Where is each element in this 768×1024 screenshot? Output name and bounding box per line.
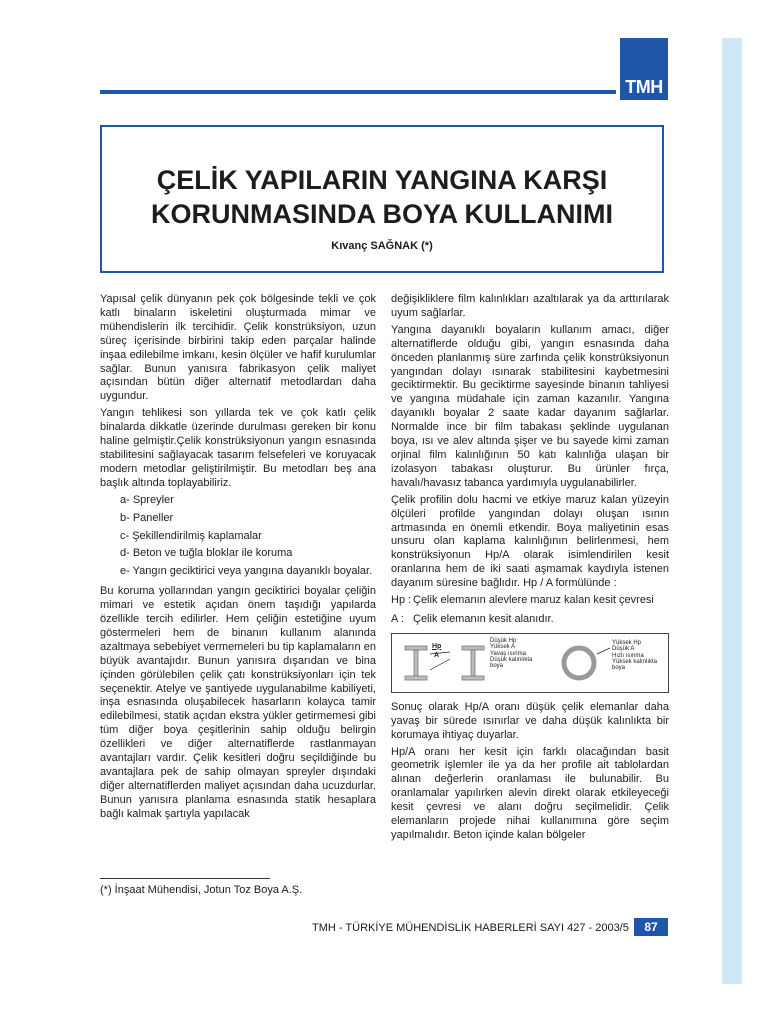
paragraph: Yangına dayanıklı boyaların kullanım amacı, diğer alternatiflerde olduğu gibi, yangın esnasında daha önceden planlanmış süre zarfında çelik konstrüksiyonun yangından dolayı ısınarak stabilitesini kaybetmesini geciktirmektir. Bu geciktirme sayesinde binanın tahliyesi ve yangına müdahale için zaman kazanılır. Yangına dayanıklı boyalar 2 saate kadar dayanım sağlarlar. Normalde ince bir film tabakası şeklinde uygulanan boya, ısı ve alev altında şişer ve bu sayede kimi zaman orjinal film kalınlığının 50 katı kalınlığa ulaşan bir izolasyon tabakası oluşturur. Bu ürünler fırça, havalı/havasız tabanca yardımıyla uygulanabilirler. <box>391 323 669 489</box>
footnote: (*) İnşaat Mühendisi, Jotun Toz Boya A.Ş. <box>100 884 303 896</box>
footnote-rule <box>100 878 270 879</box>
caption-line: boya <box>490 663 504 670</box>
definition-hp <box>391 594 669 608</box>
paragraph: Yapısal çelik dünyanın pek çok bölgesinde tekli ve çok katlı binaların iskeletini oluşturmada mimar ve mühendislerin ilk tercihidir. Çelik konstrüksiyon, uzun süreç içerisinde birbirini takip eden parçalar halinde inşaa edilebilme imkanı, kesin ölçüler ve hafif kurulumlar sağlar. Bunun yanısıra fabrikasyon çelik maliyet açısından bütün diğer alternatif metodlardan daha uygundur. <box>100 293 376 403</box>
definition-term: Hp : <box>391 594 412 607</box>
title-line-2: KORUNMASINDA BOYA KULLANIMI <box>151 199 613 229</box>
paragraph: Sonuç olarak Hp/A oranı düşük çelik elemanlar daha yavaş bir sürede ısınırlar ve daha düşük kalınlıkta bir korumaya ihtiyaç duyarlar. <box>391 700 669 741</box>
caption-line: Yüksek kalınlıkta <box>612 659 658 666</box>
list-item: d- Beton ve tuğla bloklar ile koruma <box>120 547 293 560</box>
i-beam-icon <box>462 646 484 680</box>
paragraph: Bu koruma yollarından yangın geciktirici boyalar çeliğin mimari ve estetik açıdan önem taşıdığı yapılarda özellikle tercih edilirler. Hem çeliğin estetiğine uyum göstermeleri hem de binanın kullanım alanında azaltmaya sebebiyet vermemeleri bu tip kaplamaların en büyük avantajıdır. Bunun yanısıra dışarıdan ve bina içinden görülebilen çelik çatı konstrüksiyonları için tek seçenektir. Atelye ve şantiyede uygulanabilme kabiliyeti, inşa esnasında oluşabilecek hasarların kolayca tamir edilebilmesi, statik açıdan ekstra yükler getirmemesi gibi tüm diğer boya çeşitlerinin sahip olduğu belirgin özellikleri ve diğer alternatiflerde rastlanmayan avantajları vardır. Çelik kesitleri doğru seçildiğinde bu avantajlara pek de sahip olmayan spreyler dışındaki diğer alternatiflerden maliyet açısından daha ucuzdurlar. Bunun yanısıra planlama esnasında statik hesaplara bağlı kalmak şartıyla yapılacak <box>100 585 376 820</box>
a-label: A <box>434 651 440 659</box>
arrow-icon <box>597 648 610 654</box>
page-footer: TMH - TÜRKİYE MÜHENDİSLİK HABERLERİ SAYI 427 - 2003/5 <box>312 922 629 934</box>
list-item: a- Spreyler <box>120 493 174 506</box>
paragraph: Çelik profilin dolu hacmi ve etkiye maruz kalan yüzeyin ölçüleri profilde yangından dolayı oluşan ısının artmasında en önemli etkendir. Boya maliyetinin esas unsuru olan kaplama kalınlığının belirlenmesi, hem konstrüksiyonun Hp/A olarak isimlendirilen kesit oranlarına hem de iki saati aşmamak kaydıyla istenen dayanım süresine bağlıdır. Hp / A formülünde : <box>391 493 669 590</box>
paragraph: Hp/A oranı her kesit için farklı olacağından basit geometrik işlemler ile ya da her profile ait tablolardan alınan değerlerin oranlaması ile bulunabilir. Bu oranlamalar yapılırken alevin direkt olarak etkileyeceği kesit çevresi ve alanı doğru seçilmelidir. Çelik elemanların projede nihai kullanımına göre seçim yapılmalıdır. Beton içinde kalan bölgeler <box>391 745 669 841</box>
title-box <box>100 125 664 273</box>
high-ratio-caption <box>612 640 657 672</box>
paragraph: değişikliklere film kalınlıkları azaltılarak ya da arttırılarak uyum sağlarlar. <box>391 293 669 319</box>
caption-line: boya <box>612 665 626 672</box>
caption-line: Düşük Hp <box>490 637 517 644</box>
title-line-1: ÇELİK YAPILARIN YANGINA KARŞI <box>156 165 608 195</box>
hp-a-figure <box>391 633 669 693</box>
page-number: 87 <box>634 918 668 936</box>
list-item: e- Yangın geciktirici veya yangına dayanıklı boyalar. <box>120 565 373 578</box>
caption-line: Hızlı ısınma <box>612 652 644 659</box>
definition-a <box>391 613 669 627</box>
caption-line: Yavaş ısınma <box>490 650 526 657</box>
protection-methods-list <box>100 494 376 580</box>
author-byline: Kıvanç SAĞNAK (*) <box>331 240 433 252</box>
arrow-icon <box>430 659 450 670</box>
definition-term: A : <box>391 612 404 625</box>
left-column <box>100 293 376 825</box>
i-beam-icon <box>405 646 427 680</box>
formula-definitions <box>391 594 669 627</box>
low-ratio-caption <box>490 638 532 670</box>
hp-label: Hp <box>432 642 442 650</box>
arrow-icon <box>430 652 450 654</box>
definition-text: Çelik elemanın alevlere maruz kalan kesit çevresi <box>413 594 654 607</box>
caption-line: Yüksek A <box>490 644 516 651</box>
paragraph: Yangın tehlikesi son yıllarda tek ve çok katlı çelik binalarda dikkatle üzerinde durulması gereken bir konu haline gelmiştir.Çelik konstrüksiyonun yangın esnasında stabilitesini sağlayacak tasarım felsefeleri ve koruyacak modern metodlar geliştirilmiştir. Bu metodları beş ana başlık altında toplayabiliriz. <box>100 407 376 489</box>
tmh-logo <box>620 38 668 100</box>
list-item: b- Paneller <box>120 511 174 524</box>
tmh-logo-text: TMH <box>625 77 663 97</box>
right-column <box>391 293 669 846</box>
tube-section-icon <box>564 648 594 678</box>
side-color-strip <box>722 38 742 984</box>
list-item: c- Şekillendirilmiş kaplamalar <box>120 529 262 542</box>
caption-line: Düşük kalınlıkta <box>490 657 533 664</box>
caption-line: Düşük A <box>612 646 635 653</box>
definition-text: Çelik elemanın kesit alanıdır. <box>413 612 554 625</box>
caption-line: Yüksek Hp <box>612 639 642 646</box>
header-rule <box>100 90 616 94</box>
article-title <box>102 163 662 231</box>
